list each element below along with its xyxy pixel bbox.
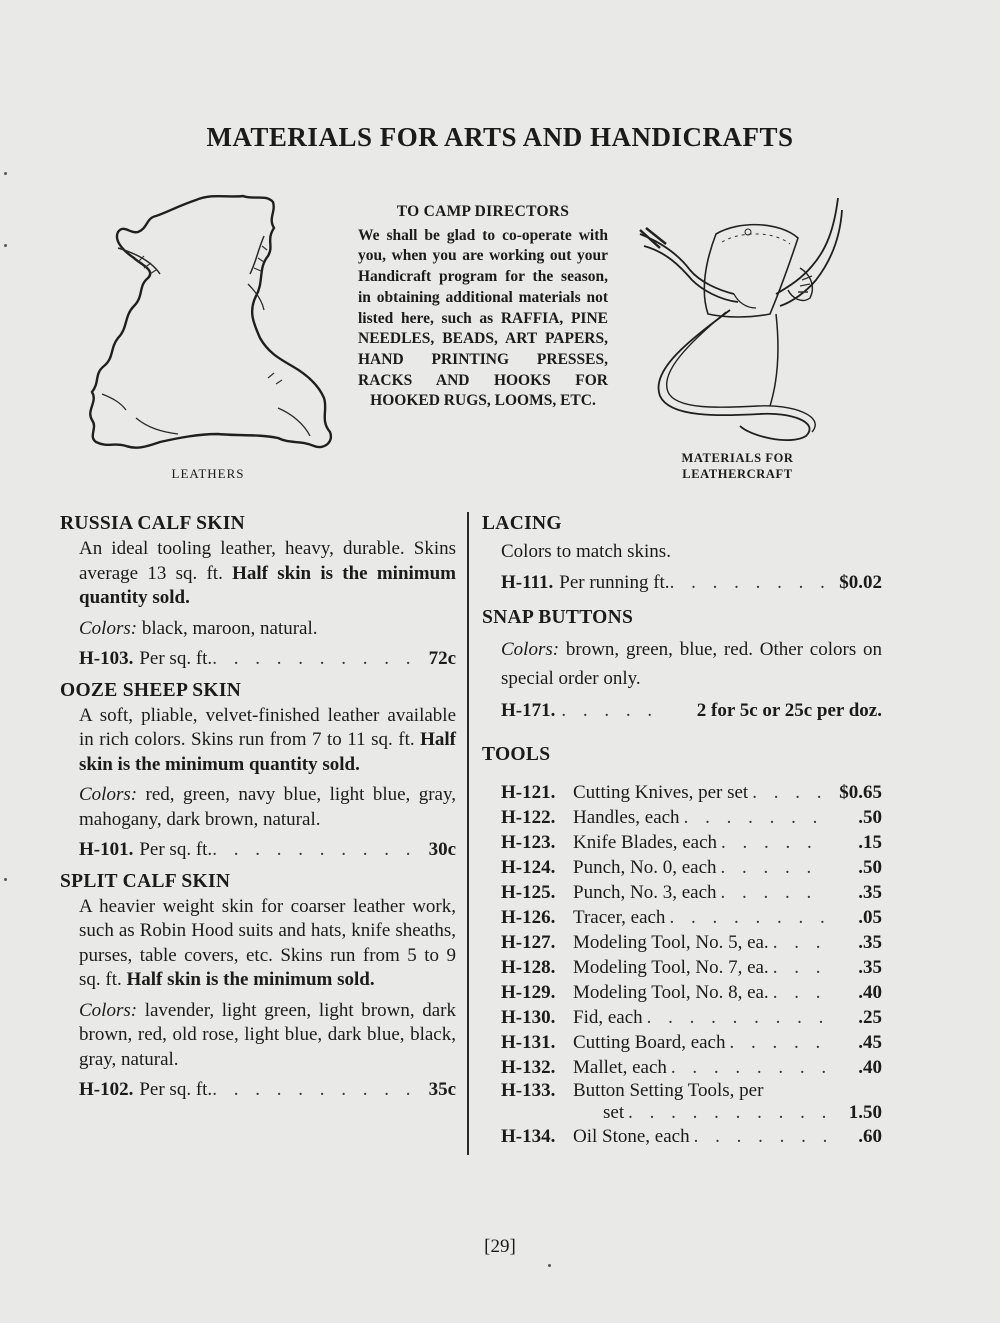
leather-hide-icon	[78, 188, 340, 458]
lacing-description: Colors to match skins.	[501, 541, 671, 562]
lacing-price-row	[482, 571, 882, 596]
page-speck	[548, 1264, 551, 1267]
item-desc: Cutting Board, each	[573, 1031, 726, 1053]
russia-calf-colors	[60, 617, 456, 642]
item-desc-line1: Button Setting Tools, per	[573, 1079, 764, 1101]
tool-row	[482, 1055, 882, 1080]
item-desc: Handles, each	[573, 806, 680, 828]
page-speck	[4, 244, 7, 247]
item-price: 30c	[428, 839, 456, 860]
page-number: [29]	[484, 1236, 516, 1257]
item-price: .35	[858, 956, 882, 978]
snap-buttons-price-text: 2 for 5c or 25c per doz.	[696, 700, 882, 721]
tool-row	[482, 1030, 882, 1055]
item-code: H-134.	[501, 1125, 556, 1147]
colors-label: Colors:	[79, 784, 138, 805]
item-code: H-132.	[501, 1056, 556, 1078]
item-price: .60	[858, 1125, 882, 1147]
leathercraft-caption-line1: MATERIALS FOR	[681, 451, 794, 465]
russia-calf-desc-bold: Half skin is the minimum quantity sold.	[79, 562, 457, 608]
item-unit: Per sq. ft.	[139, 1079, 213, 1100]
item-price: .45	[858, 1031, 882, 1053]
tools-heading: TOOLS	[482, 743, 551, 765]
russia-calf-desc-text: An ideal tooling leather, heavy, durable. Skins average 13 sq. ft.	[79, 538, 456, 584]
page-title: MATERIALS FOR ARTS AND HANDICRAFTS	[206, 122, 794, 152]
camp-directors-body: We shall be glad to co-operate with you, when you are working out your Handicraft program for the season, in obtaining additional materials not listed here, such as RAFFIA, PINE NEEDLES, BEADS, ART PAPERS, HAND PRINTING PRESSES, RACKS AND HOOKS FOR HOOKED RUGS, LOOMS, ETC.	[358, 226, 608, 410]
colors-label: Colors:	[501, 639, 560, 660]
russia-calf-description	[60, 537, 456, 611]
split-calf-desc-bold: Half skin is the minimum sold.	[126, 969, 375, 990]
ooze-sheep-price-row	[60, 838, 456, 863]
item-code: H-101.	[79, 839, 134, 860]
left-column	[60, 511, 456, 1103]
leathercraft-caption-line2: LEATHERCRAFT	[682, 467, 793, 481]
item-price: 35c	[428, 1079, 456, 1100]
ooze-sheep-desc-bold: Half skin is the minimum quantity sold.	[79, 729, 457, 775]
snap-buttons-colors-list: brown, green, blue, red. Other colors on special order only.	[501, 639, 882, 689]
tool-row	[482, 830, 882, 855]
snap-buttons-price-row	[482, 699, 882, 724]
russia-calf-heading: RUSSIA CALF SKIN	[60, 513, 246, 534]
item-unit: Per running ft.	[559, 571, 670, 593]
snap-buttons-colors	[482, 635, 882, 693]
item-price: .35	[858, 931, 882, 953]
lacing-heading: LACING	[482, 513, 562, 534]
split-calf-heading: SPLIT CALF SKIN	[60, 870, 231, 892]
page-speck	[4, 878, 7, 881]
tool-row	[482, 1005, 882, 1030]
tool-row-button-setting-cont	[482, 1102, 882, 1124]
column-divider	[467, 512, 469, 1155]
item-code: H-102.	[79, 1079, 134, 1100]
tool-row	[482, 880, 882, 905]
russia-calf-price-row	[60, 647, 456, 672]
item-price: 72c	[428, 648, 456, 669]
item-code: H-123.	[501, 831, 556, 853]
item-desc: Mallet, each	[573, 1056, 667, 1078]
item-code: H-171.	[501, 700, 556, 721]
camp-directors-heading: TO CAMP DIRECTORS	[396, 203, 570, 220]
colors-label: Colors:	[79, 999, 138, 1021]
item-desc: Modeling Tool, No. 7, ea.	[573, 956, 769, 978]
item-unit: Per sq. ft.	[139, 648, 213, 669]
tool-row	[482, 805, 882, 830]
item-desc: Oil Stone, each	[573, 1125, 690, 1147]
camp-directors-notice	[358, 202, 608, 412]
item-price: $0.65	[839, 781, 882, 803]
snap-buttons-heading: SNAP BUTTONS	[482, 607, 634, 628]
tools-list	[482, 780, 882, 1149]
split-calf-description	[60, 895, 456, 993]
item-code: H-130.	[501, 1006, 556, 1028]
item-price: .05	[858, 906, 882, 928]
right-column	[482, 511, 882, 1149]
item-code: H-125.	[501, 881, 556, 903]
tool-row	[482, 780, 882, 805]
item-price: .50	[858, 806, 882, 828]
item-code: H-127.	[501, 931, 556, 953]
tool-row-oil-stone	[482, 1124, 882, 1149]
tool-row	[482, 905, 882, 930]
item-price: 1.50	[848, 1101, 882, 1123]
item-price	[697, 699, 882, 724]
split-calf-colors-list: lavender, light green, light brown, dark brown, red, old rose, light blue, dark blue, black, gray, natural.	[79, 999, 456, 1070]
item-price: .25	[858, 1006, 882, 1028]
item-price: .40	[858, 1056, 882, 1078]
item-code: H-121.	[501, 781, 556, 803]
ooze-sheep-heading: OOZE SHEEP SKIN	[60, 679, 242, 701]
item-code: H-129.	[501, 981, 556, 1003]
ooze-sheep-desc-text: A soft, pliable, velvet-finished leather available in rich colors. Skins run from 7 to 11 sq. ft.	[79, 704, 456, 750]
tool-row	[482, 980, 882, 1005]
leathercraft-caption	[650, 450, 825, 482]
item-price: .40	[858, 981, 882, 1003]
item-desc: Punch, No. 0, each	[573, 856, 717, 878]
tool-row	[482, 930, 882, 955]
item-code: H-103.	[79, 648, 134, 669]
item-price: $0.02	[839, 571, 882, 593]
tool-row	[482, 855, 882, 880]
ooze-sheep-colors-list: red, green, navy blue, light blue, gray, mahogany, dark brown, natural.	[79, 784, 456, 830]
item-desc: Tracer, each	[573, 906, 666, 928]
item-desc: Modeling Tool, No. 5, ea.	[573, 931, 769, 953]
item-desc-line2: set	[603, 1101, 625, 1123]
item-code: H-111.	[501, 571, 554, 593]
item-desc: Knife Blades, each	[573, 831, 718, 853]
colors-label: Colors:	[79, 617, 138, 639]
split-calf-colors	[60, 999, 456, 1073]
item-code: H-128.	[501, 956, 556, 978]
ooze-sheep-description	[60, 704, 456, 778]
item-price: .50	[858, 856, 882, 878]
russia-calf-colors-list: black, maroon, natural.	[141, 617, 318, 639]
item-code: H-131.	[501, 1031, 556, 1053]
leathers-caption: LEATHERS	[171, 466, 245, 481]
item-code: H-122.	[501, 806, 556, 828]
item-desc: Punch, No. 3, each	[573, 881, 717, 903]
item-desc: Modeling Tool, No. 8, ea.	[573, 981, 769, 1003]
split-calf-desc-text: A heavier weight skin for coarser leather work, such as Robin Hood suits and hats, knife sheaths, purses, table covers, etc. Skins run from 5 to 9 sq. ft.	[79, 895, 456, 990]
item-desc: Cutting Knives, per set	[573, 781, 749, 803]
item-unit: Per sq. ft.	[139, 839, 213, 860]
ooze-sheep-colors	[60, 783, 456, 832]
item-code: H-133.	[501, 1079, 556, 1101]
tool-row-button-setting	[482, 1080, 882, 1102]
tool-row	[482, 955, 882, 980]
item-code: H-126.	[501, 906, 556, 928]
page-speck	[4, 172, 7, 175]
split-calf-price-row	[60, 1078, 456, 1103]
item-price: .15	[858, 831, 882, 853]
hands-lacing-leather-icon	[630, 190, 850, 450]
item-desc: Fid, each	[573, 1006, 643, 1028]
item-price: .35	[858, 881, 882, 903]
item-code: H-124.	[501, 856, 556, 878]
